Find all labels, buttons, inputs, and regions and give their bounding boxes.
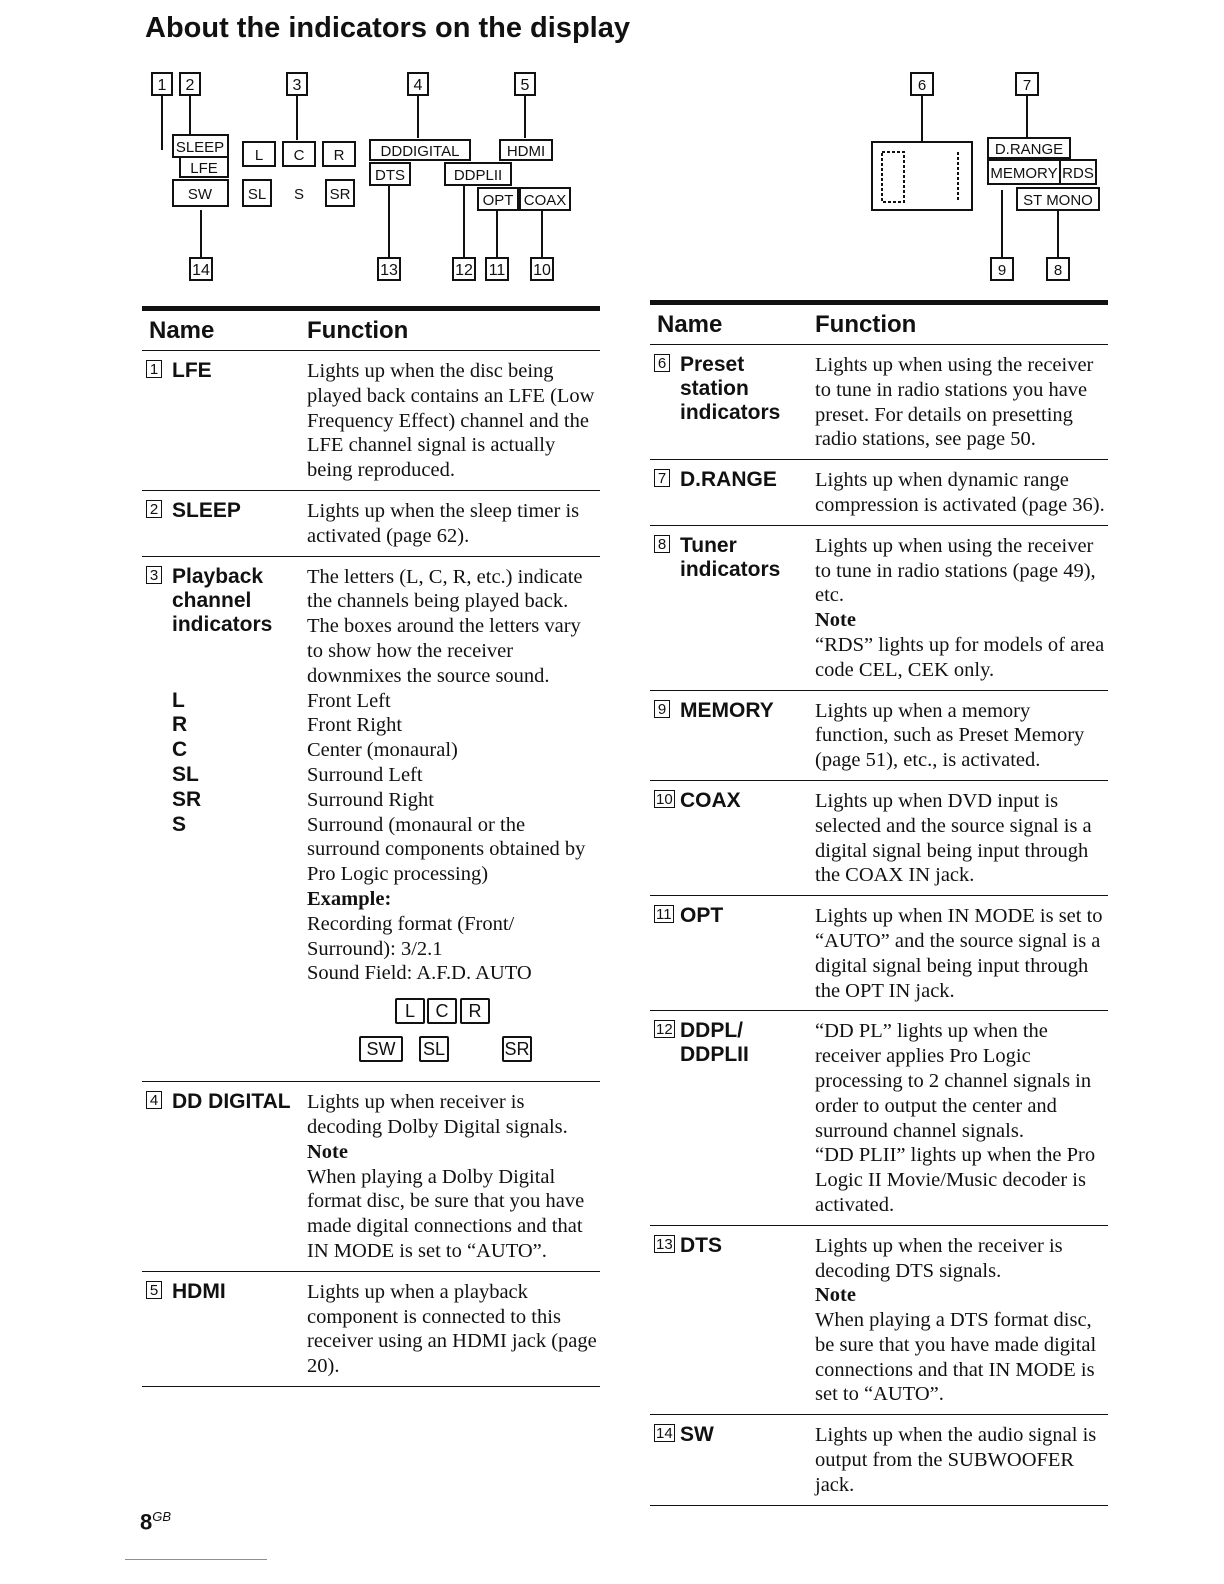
example-label: Example: [307, 887, 392, 910]
example-boxes [307, 998, 600, 1068]
symbol: R [172, 713, 188, 737]
row-function: The letters (L, C, R, etc.) indicate the channels being played back. The boxes around the letters vary to show how the receiver downmixes the source sound. [307, 565, 583, 687]
footer-divider [125, 1559, 267, 1560]
note-text: When playing a Dolby Digital format disc, be sure that you have made digital connections and that IN MODE is set to “AUTO”. [307, 1165, 585, 1262]
symbol-desc: Center (monaural) [307, 739, 458, 762]
box-sw: SW [359, 1036, 403, 1062]
indicator-plii: DDPLII [453, 167, 503, 184]
symbol: C [172, 738, 188, 762]
table-row [142, 1082, 600, 1272]
indicator-memory: MEMORY [990, 165, 1058, 182]
table-row [142, 351, 600, 491]
table-row [650, 1226, 1108, 1416]
row-function: Lights up when the disc being played back contains an LFE (Low Frequency Effect) channel and the LFE channel signal is actually being reproduced. [307, 360, 595, 482]
indicator-sleep: SLEEP [175, 139, 225, 156]
row-number: 11 [656, 906, 672, 924]
box-r: R [460, 998, 490, 1024]
header-name: Name [657, 311, 723, 338]
row-function: Lights up when a playback component is connected to this receiver using an HDMI jack (page 20). [307, 1280, 597, 1378]
row-function: Lights up when IN MODE is set to “AUTO” and the source signal is a digital signal being input through the OPT IN jack. [815, 905, 1103, 1002]
indicator-lfe: LFE [190, 160, 218, 177]
callout-8: 8 [1053, 262, 1063, 279]
indicator-l: L [254, 147, 264, 164]
indicator-drange: D.RANGE [994, 141, 1064, 158]
indicator-sl: SL [247, 186, 267, 203]
table-row [142, 1272, 600, 1387]
row-function: Lights up when a memory function, such as Preset Memory (page 51), etc., is activated. [815, 699, 1085, 772]
display-diagram-left [140, 60, 590, 290]
callout-14: 14 [192, 262, 210, 279]
box-sl: SL [419, 1036, 449, 1062]
table-row-playback [142, 557, 600, 1083]
indicator-stmono: ST MONO [1023, 192, 1093, 209]
symbol: SR [172, 787, 202, 811]
note-text: When playing a DTS format disc, be sure that you have made digital connections and that IN MODE is set to “AUTO”. [815, 1309, 1097, 1406]
callout-10: 10 [533, 262, 551, 279]
symbol: SL [172, 762, 199, 786]
table-row [650, 691, 1108, 781]
row-number: 13 [656, 1235, 673, 1253]
row-function: Lights up when using the receiver to tune in radio stations (page 49), etc. [815, 534, 1096, 607]
callout-4: 4 [413, 77, 423, 94]
row-name: OPT [680, 904, 724, 928]
indicator-dts: DTS [375, 167, 405, 184]
header-function: Function [815, 311, 917, 338]
callout-1: 1 [157, 77, 167, 94]
display-diagram-left-svg [140, 60, 590, 290]
row-number: 5 [146, 1281, 162, 1299]
table-row [650, 896, 1108, 1011]
note-label: Note [815, 609, 856, 632]
note-text: “RDS” lights up for models of area code CEL, CEK only. [815, 633, 1105, 681]
symbol-desc: Surround Right [307, 788, 434, 811]
indicator-sr: SR [329, 186, 351, 203]
display-diagram-right [860, 60, 1110, 290]
example-line: Recording format (Front/ Surround): 3/2.1 [307, 912, 515, 960]
indicator-r: R [333, 147, 345, 164]
right-table [650, 300, 1108, 1506]
row-number: 6 [654, 354, 670, 372]
example-line: Sound Field: A.F.D. AUTO [307, 962, 532, 985]
symbol-desc: Surround Left [307, 763, 423, 786]
callout-13: 13 [380, 262, 398, 279]
table-header [650, 300, 1108, 345]
table-row [650, 781, 1108, 896]
indicator-s: S [293, 186, 305, 203]
row-function: Lights up when the audio signal is output from the SUBWOOFER jack. [815, 1424, 1097, 1496]
indicator-sw: SW [187, 186, 213, 203]
symbol: S [172, 812, 187, 836]
note-label: Note [815, 1284, 856, 1307]
row-number: 4 [146, 1091, 162, 1109]
header-function: Function [307, 317, 409, 344]
row-name: DDPL/ DDPLII [680, 1019, 749, 1067]
symbol-desc: Front Left [307, 689, 391, 712]
row-number: 10 [656, 790, 673, 808]
row-name: HDMI [172, 1279, 226, 1303]
box-c: C [427, 998, 457, 1024]
indicator-opt: OPT [482, 192, 514, 209]
callout-12: 12 [455, 262, 473, 279]
symbol-desc: Surround (monaural or the surround components obtained by Pro Logic processing) [307, 813, 586, 886]
box-sr: SR [502, 1036, 532, 1062]
box-l: L [395, 998, 425, 1024]
page-number-value: 8 [140, 1509, 153, 1535]
row-number: 9 [654, 700, 670, 718]
row-function-2: “DD PLII” lights up when the Pro Logic II Movie/Music decoder is activated. [815, 1144, 1096, 1216]
table-row [650, 526, 1108, 691]
symbol-desc: Front Right [307, 714, 403, 737]
row-name: D.RANGE [680, 468, 777, 492]
indicator-digital: DDDIGITAL [380, 143, 460, 160]
symbol-list [142, 689, 600, 1075]
table-row [650, 460, 1108, 526]
symbol: L [172, 688, 185, 712]
seven-segment-digits [882, 152, 958, 202]
indicator-coax: COAX [523, 192, 567, 209]
note-label: Note [307, 1140, 348, 1163]
row-function: Lights up when using the receiver to tune in radio stations you have preset. For details on presetting radio stations, see page 50. [815, 354, 1094, 451]
row-function: Lights up when receiver is decoding Dolby Digital signals. [307, 1091, 568, 1138]
page-title: About the indicators on the display [145, 12, 630, 44]
row-name: Preset station indicators [680, 353, 781, 424]
row-number: 14 [656, 1425, 673, 1443]
header-name: Name [149, 317, 215, 344]
row-name: SW [680, 1423, 714, 1447]
table-row [650, 1011, 1108, 1225]
callout-9: 9 [997, 262, 1007, 279]
row-function: Lights up when the sleep timer is activated (page 62). [307, 499, 580, 547]
callout-7: 7 [1022, 77, 1032, 94]
table-row [650, 1415, 1108, 1505]
display-diagram-right-svg [860, 60, 1110, 290]
row-number: 1 [146, 360, 162, 378]
page-number-suffix: GB [152, 1509, 172, 1524]
indicator-c: C [293, 147, 305, 164]
callout-2: 2 [185, 77, 195, 94]
row-number: 2 [146, 500, 162, 518]
row-name: LFE [172, 359, 212, 382]
row-function: Lights up when DVD input is selected and the source signal is a digital signal being input through the COAX IN jack. [815, 789, 1092, 887]
row-name: MEMORY [680, 698, 774, 722]
row-function: Lights up when dynamic range compression is activated (page 36). [815, 469, 1105, 516]
row-number: 12 [656, 1021, 673, 1039]
table-row [142, 491, 600, 557]
table-header [142, 306, 600, 351]
row-function: Lights up when the receiver is decoding DTS signals. [815, 1234, 1063, 1282]
callout-6: 6 [917, 77, 927, 94]
left-table [142, 306, 600, 1387]
callout-11: 11 [488, 262, 506, 279]
row-number: 3 [146, 566, 162, 584]
indicator-rds: RDS [1062, 165, 1094, 182]
row-number: 7 [654, 469, 670, 487]
row-name: DD DIGITAL [172, 1090, 291, 1114]
row-number: 8 [654, 535, 670, 553]
callout-3: 3 [292, 77, 302, 94]
table-row [650, 345, 1108, 460]
row-name: Playback channel indicators [172, 564, 273, 636]
row-name: SLEEP [172, 498, 241, 522]
row-name: Tuner indicators [680, 533, 781, 581]
page-number [140, 1509, 171, 1535]
indicator-hdmi: HDMI [506, 143, 546, 160]
row-name: COAX [680, 788, 741, 812]
callout-5: 5 [520, 77, 530, 94]
row-name: DTS [680, 1233, 722, 1257]
row-function: “DD PL” lights up when the receiver applies Pro Logic processing to 2 channel signals in order to output the center and surround channel signals. [815, 1020, 1092, 1142]
